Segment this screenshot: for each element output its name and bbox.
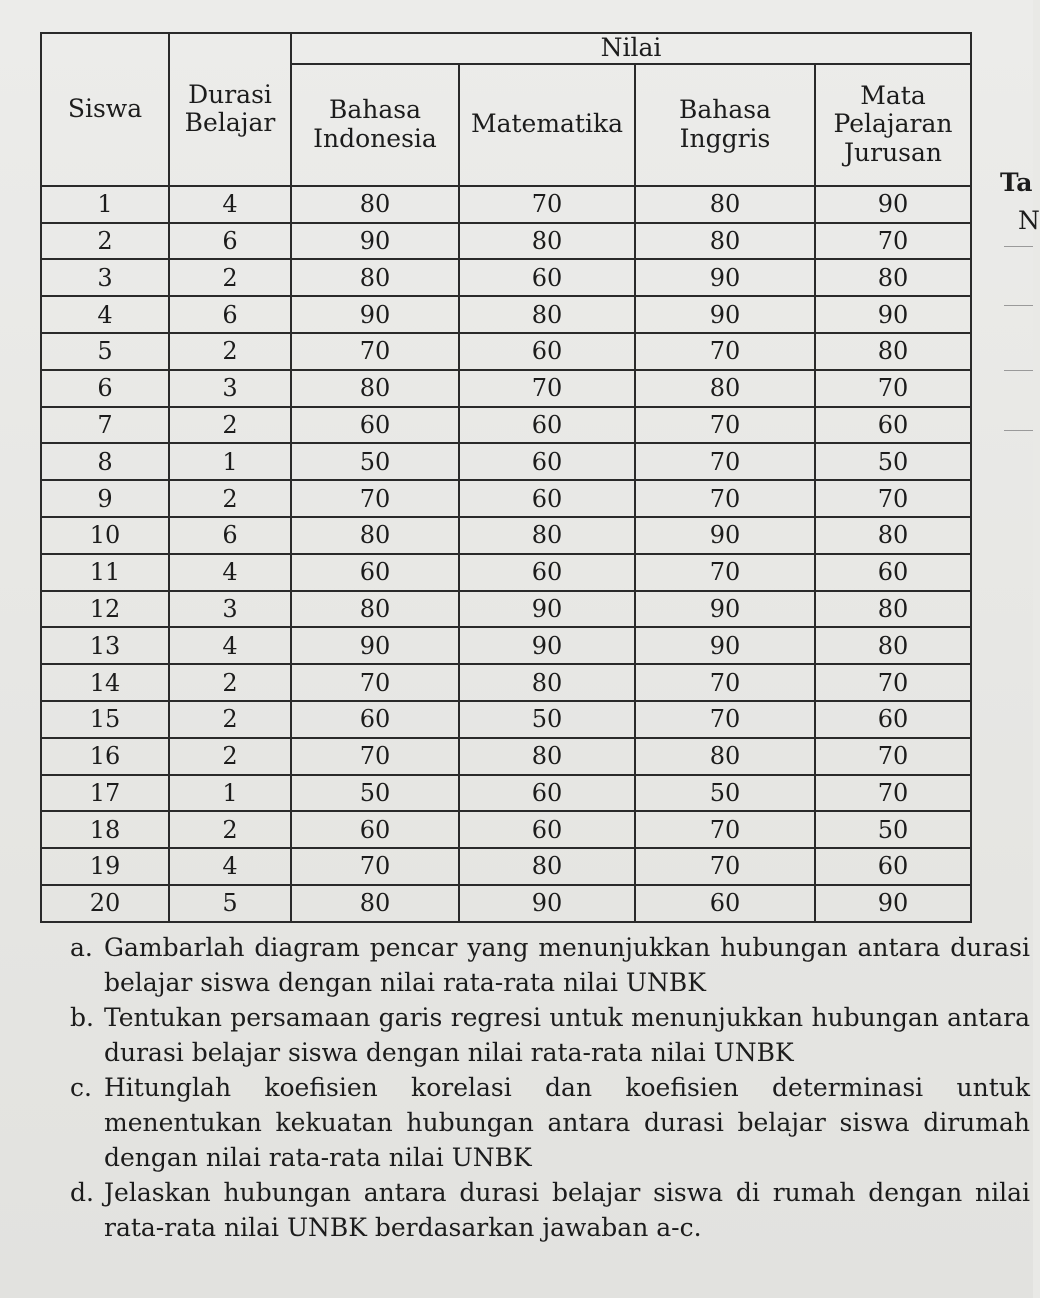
table-row — [41, 370, 971, 407]
cell-siswa: 13 — [41, 627, 169, 664]
table-row — [41, 591, 971, 628]
cell-bahasa-inggris: 80 — [635, 186, 815, 223]
cell-siswa: 19 — [41, 848, 169, 885]
cell-siswa: 1 — [41, 186, 169, 223]
table-row — [41, 627, 971, 664]
cell-mata-pelajaran-jurusan: 50 — [815, 811, 971, 848]
cropped-text-fragment-2: N — [1018, 206, 1040, 235]
table-row — [41, 480, 971, 517]
cell-bahasa-inggris: 70 — [635, 811, 815, 848]
question-text: Tentukan persamaan garis regresi untuk menunjukkan hubungan antara durasi belajar siswa dengan nilai rata-rata nilai UNBK — [104, 1003, 1030, 1067]
table-row — [41, 407, 971, 444]
cell-matematika: 60 — [459, 333, 635, 370]
cell-bahasa-inggris: 90 — [635, 296, 815, 333]
question-letter: a. — [70, 933, 93, 962]
cell-matematika: 60 — [459, 407, 635, 444]
cell-bahasa-inggris: 90 — [635, 591, 815, 628]
table-row — [41, 554, 971, 591]
cell-bahasa-inggris: 90 — [635, 517, 815, 554]
cell-bahasa-indonesia: 80 — [291, 591, 459, 628]
cell-matematika: 70 — [459, 370, 635, 407]
cell-mata-pelajaran-jurusan: 80 — [815, 333, 971, 370]
question-text: Gambarlah diagram pencar yang menunjukkan hubungan antara durasi belajar siswa dengan nilai rata-rata nilai UNBK — [104, 933, 1030, 997]
cell-matematika: 90 — [459, 885, 635, 922]
cell-mata-pelajaran-jurusan: 80 — [815, 627, 971, 664]
cell-mata-pelajaran-jurusan: 70 — [815, 370, 971, 407]
cell-bahasa-indonesia: 90 — [291, 627, 459, 664]
cell-siswa: 11 — [41, 554, 169, 591]
cell-siswa: 20 — [41, 885, 169, 922]
cell-siswa: 17 — [41, 775, 169, 812]
cell-bahasa-indonesia: 70 — [291, 738, 459, 775]
cell-mata-pelajaran-jurusan: 90 — [815, 885, 971, 922]
cell-durasi: 4 — [169, 627, 291, 664]
question-c — [70, 1070, 1030, 1175]
table-row — [41, 775, 971, 812]
question-b — [70, 1000, 1030, 1070]
table-row — [41, 885, 971, 922]
cell-bahasa-inggris: 70 — [635, 407, 815, 444]
cell-siswa: 4 — [41, 296, 169, 333]
cell-matematika: 80 — [459, 738, 635, 775]
cell-durasi: 4 — [169, 848, 291, 885]
cell-mata-pelajaran-jurusan: 50 — [815, 443, 971, 480]
table-row — [41, 701, 971, 738]
cell-durasi: 1 — [169, 775, 291, 812]
table-row — [41, 296, 971, 333]
question-letter: b. — [70, 1003, 94, 1032]
cell-bahasa-inggris: 70 — [635, 443, 815, 480]
cell-matematika: 60 — [459, 259, 635, 296]
cell-bahasa-indonesia: 80 — [291, 259, 459, 296]
cell-durasi: 6 — [169, 517, 291, 554]
table-row — [41, 333, 971, 370]
cell-mata-pelajaran-jurusan: 90 — [815, 186, 971, 223]
cell-matematika: 80 — [459, 664, 635, 701]
cell-durasi: 4 — [169, 186, 291, 223]
cell-matematika: 80 — [459, 223, 635, 260]
cell-siswa: 2 — [41, 223, 169, 260]
cell-durasi: 2 — [169, 701, 291, 738]
cell-matematika: 60 — [459, 480, 635, 517]
cell-bahasa-indonesia: 50 — [291, 775, 459, 812]
cell-durasi: 2 — [169, 480, 291, 517]
cell-durasi: 4 — [169, 554, 291, 591]
table-row — [41, 517, 971, 554]
cell-bahasa-inggris: 60 — [635, 885, 815, 922]
table-header — [41, 33, 971, 186]
cell-siswa: 9 — [41, 480, 169, 517]
cell-bahasa-inggris: 50 — [635, 775, 815, 812]
cell-siswa: 10 — [41, 517, 169, 554]
cell-durasi: 2 — [169, 811, 291, 848]
cell-bahasa-indonesia: 60 — [291, 811, 459, 848]
cell-siswa: 16 — [41, 738, 169, 775]
cell-bahasa-indonesia: 60 — [291, 407, 459, 444]
cell-bahasa-indonesia: 60 — [291, 701, 459, 738]
cell-durasi: 2 — [169, 664, 291, 701]
cell-matematika: 60 — [459, 775, 635, 812]
cell-matematika: 90 — [459, 591, 635, 628]
header-bahasa-inggris: Bahasa Inggris — [635, 64, 815, 186]
cropped-rule — [1004, 430, 1033, 431]
student-grades-table — [40, 32, 972, 923]
header-mata-pelajaran-jurusan: Mata Pelajaran Jurusan — [815, 64, 971, 186]
cropped-rule — [1004, 305, 1033, 306]
cell-mata-pelajaran-jurusan: 80 — [815, 517, 971, 554]
cell-siswa: 15 — [41, 701, 169, 738]
cell-matematika: 60 — [459, 554, 635, 591]
cell-bahasa-inggris: 70 — [635, 333, 815, 370]
cell-bahasa-inggris: 80 — [635, 223, 815, 260]
cell-siswa: 6 — [41, 370, 169, 407]
cell-mata-pelajaran-jurusan: 70 — [815, 738, 971, 775]
cell-durasi: 3 — [169, 370, 291, 407]
cell-mata-pelajaran-jurusan: 70 — [815, 480, 971, 517]
question-d — [70, 1175, 1030, 1245]
cell-bahasa-indonesia: 50 — [291, 443, 459, 480]
cell-bahasa-indonesia: 80 — [291, 885, 459, 922]
cell-mata-pelajaran-jurusan: 60 — [815, 701, 971, 738]
cell-bahasa-indonesia: 70 — [291, 480, 459, 517]
cell-matematika: 90 — [459, 627, 635, 664]
question-list — [70, 930, 1030, 1245]
cell-durasi: 5 — [169, 885, 291, 922]
cell-matematika: 60 — [459, 443, 635, 480]
cell-bahasa-indonesia: 80 — [291, 517, 459, 554]
header-nilai: Nilai — [291, 33, 971, 64]
cell-mata-pelajaran-jurusan: 60 — [815, 554, 971, 591]
header-durasi-belajar: Durasi Belajar — [169, 33, 291, 186]
cell-matematika: 70 — [459, 186, 635, 223]
cell-siswa: 14 — [41, 664, 169, 701]
table-row — [41, 664, 971, 701]
cell-mata-pelajaran-jurusan: 80 — [815, 259, 971, 296]
cell-mata-pelajaran-jurusan: 60 — [815, 407, 971, 444]
cell-siswa: 18 — [41, 811, 169, 848]
table-row — [41, 848, 971, 885]
cell-bahasa-indonesia: 70 — [291, 664, 459, 701]
cell-durasi: 6 — [169, 296, 291, 333]
cell-siswa: 8 — [41, 443, 169, 480]
table-row — [41, 259, 971, 296]
cell-siswa: 7 — [41, 407, 169, 444]
cell-siswa: 12 — [41, 591, 169, 628]
question-text: Jelaskan hubungan antara durasi belajar siswa di rumah dengan nilai rata-rata nilai UNBK berdasarkan jawaban a-c. — [104, 1178, 1030, 1242]
cell-bahasa-indonesia: 70 — [291, 333, 459, 370]
cell-bahasa-inggris: 70 — [635, 848, 815, 885]
cell-durasi: 3 — [169, 591, 291, 628]
cell-bahasa-inggris: 80 — [635, 738, 815, 775]
cell-bahasa-indonesia: 90 — [291, 223, 459, 260]
cell-bahasa-inggris: 70 — [635, 480, 815, 517]
cell-bahasa-inggris: 70 — [635, 664, 815, 701]
question-letter: c. — [70, 1073, 92, 1102]
cell-matematika: 80 — [459, 296, 635, 333]
cropped-rule — [1004, 246, 1033, 247]
table-row — [41, 186, 971, 223]
cell-matematika: 80 — [459, 517, 635, 554]
table-row — [41, 738, 971, 775]
cell-bahasa-inggris: 80 — [635, 370, 815, 407]
cell-bahasa-indonesia: 80 — [291, 186, 459, 223]
cell-matematika: 60 — [459, 811, 635, 848]
cell-mata-pelajaran-jurusan: 70 — [815, 664, 971, 701]
cell-matematika: 80 — [459, 848, 635, 885]
header-siswa: Siswa — [41, 33, 169, 186]
table-row — [41, 223, 971, 260]
header-matematika: Matematika — [459, 64, 635, 186]
table-body — [41, 186, 971, 922]
cell-durasi: 2 — [169, 407, 291, 444]
cropped-rule — [1004, 370, 1033, 371]
cell-durasi: 2 — [169, 259, 291, 296]
cell-bahasa-inggris: 90 — [635, 259, 815, 296]
cell-bahasa-inggris: 90 — [635, 627, 815, 664]
cell-bahasa-indonesia: 90 — [291, 296, 459, 333]
cell-matematika: 50 — [459, 701, 635, 738]
cell-mata-pelajaran-jurusan: 90 — [815, 296, 971, 333]
cropped-text-fragment: Ta — [1000, 168, 1033, 197]
cell-mata-pelajaran-jurusan: 70 — [815, 223, 971, 260]
header-bahasa-indonesia: Bahasa Indonesia — [291, 64, 459, 186]
table-row — [41, 443, 971, 480]
cell-bahasa-inggris: 70 — [635, 554, 815, 591]
cell-durasi: 2 — [169, 738, 291, 775]
cell-durasi: 6 — [169, 223, 291, 260]
question-letter: d. — [70, 1178, 94, 1207]
cell-siswa: 3 — [41, 259, 169, 296]
table-row — [41, 811, 971, 848]
cell-siswa: 5 — [41, 333, 169, 370]
cell-durasi: 1 — [169, 443, 291, 480]
cell-bahasa-indonesia: 80 — [291, 370, 459, 407]
cell-bahasa-inggris: 70 — [635, 701, 815, 738]
cell-mata-pelajaran-jurusan: 60 — [815, 848, 971, 885]
question-text: Hitunglah koefisien korelasi dan koefisien determinasi untuk menentukan kekuatan hubungan antara durasi belajar siswa dirumah dengan nilai rata-rata nilai UNBK — [104, 1073, 1030, 1172]
cell-bahasa-indonesia: 60 — [291, 554, 459, 591]
cell-durasi: 2 — [169, 333, 291, 370]
question-a — [70, 930, 1030, 1000]
cell-mata-pelajaran-jurusan: 80 — [815, 591, 971, 628]
cell-mata-pelajaran-jurusan: 70 — [815, 775, 971, 812]
cell-bahasa-indonesia: 70 — [291, 848, 459, 885]
